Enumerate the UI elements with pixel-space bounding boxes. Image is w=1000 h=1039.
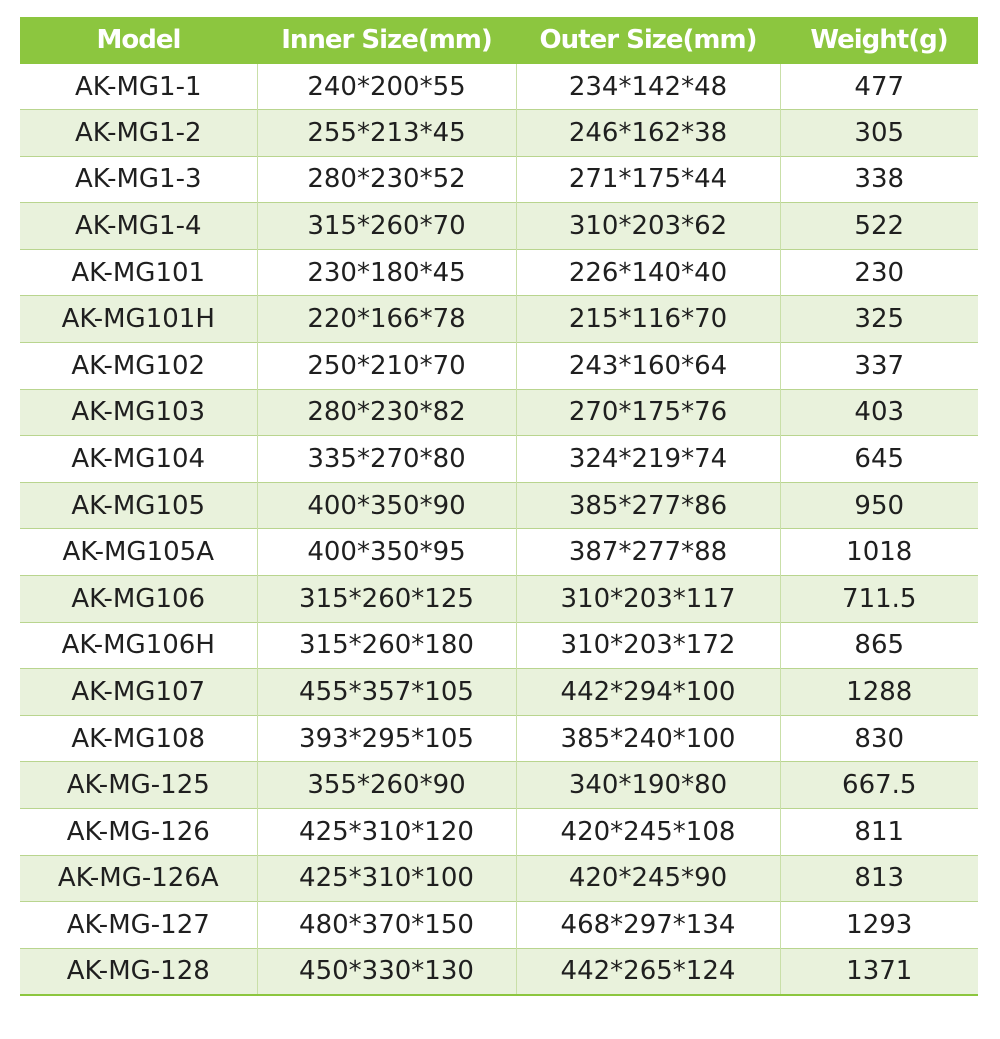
cell-weight: 667.5 <box>780 762 978 809</box>
header-outer-size: Outer Size(mm) <box>539 24 757 55</box>
header-inner-size: Inner Size(mm) <box>281 24 492 55</box>
cell-outer-size: 270*175*76 <box>516 389 780 436</box>
cell-outer-size: 215*116*70 <box>516 296 780 343</box>
cell-weight: 865 <box>780 622 978 669</box>
cell-weight: 522 <box>780 203 978 250</box>
cell-weight: 813 <box>780 855 978 902</box>
cell-outer-size: 385*240*100 <box>516 715 780 762</box>
table-row <box>20 622 978 669</box>
cell-outer-size: 246*162*38 <box>516 110 780 157</box>
cell-inner-size: 280*230*82 <box>257 389 516 436</box>
cell-model: AK-MG106H <box>20 622 257 669</box>
cell-inner-size: 450*330*130 <box>257 948 516 995</box>
cell-weight: 305 <box>780 110 978 157</box>
table-row <box>20 343 978 390</box>
cell-model: AK-MG102 <box>20 343 257 390</box>
cell-inner-size: 425*310*100 <box>257 855 516 902</box>
table-row <box>20 296 978 343</box>
cell-model: AK-MG-127 <box>20 902 257 949</box>
cell-model: AK-MG105A <box>20 529 257 576</box>
cell-model: AK-MG-126 <box>20 809 257 856</box>
cell-weight: 1293 <box>780 902 978 949</box>
cell-inner-size: 220*166*78 <box>257 296 516 343</box>
cell-outer-size: 468*297*134 <box>516 902 780 949</box>
table-row <box>20 63 978 110</box>
cell-weight: 477 <box>780 63 978 110</box>
header-weight: Weight(g) <box>810 24 948 55</box>
cell-outer-size: 385*277*86 <box>516 482 780 529</box>
table-row <box>20 715 978 762</box>
cell-weight: 337 <box>780 343 978 390</box>
cell-model: AK-MG1-1 <box>20 63 257 110</box>
table-row <box>20 762 978 809</box>
table-row <box>20 855 978 902</box>
cell-inner-size: 425*310*120 <box>257 809 516 856</box>
cell-model: AK-MG1-4 <box>20 203 257 250</box>
cell-weight: 811 <box>780 809 978 856</box>
cell-weight: 830 <box>780 715 978 762</box>
cell-model: AK-MG108 <box>20 715 257 762</box>
header-row <box>20 17 978 63</box>
table-row <box>20 809 978 856</box>
cell-weight: 403 <box>780 389 978 436</box>
cell-model: AK-MG107 <box>20 669 257 716</box>
cell-model: AK-MG1-2 <box>20 110 257 157</box>
cell-outer-size: 271*175*44 <box>516 156 780 203</box>
cell-inner-size: 400*350*95 <box>257 529 516 576</box>
cell-inner-size: 455*357*105 <box>257 669 516 716</box>
cell-model: AK-MG105 <box>20 482 257 529</box>
cell-weight: 1018 <box>780 529 978 576</box>
cell-outer-size: 243*160*64 <box>516 343 780 390</box>
table-row <box>20 948 978 995</box>
table-row <box>20 902 978 949</box>
spec-table <box>20 17 978 996</box>
cell-inner-size: 355*260*90 <box>257 762 516 809</box>
cell-weight: 1288 <box>780 669 978 716</box>
cell-inner-size: 393*295*105 <box>257 715 516 762</box>
cell-weight: 645 <box>780 436 978 483</box>
header-model: Model <box>96 24 181 55</box>
cell-outer-size: 442*294*100 <box>516 669 780 716</box>
cell-inner-size: 400*350*90 <box>257 482 516 529</box>
cell-model: AK-MG101H <box>20 296 257 343</box>
cell-weight: 1371 <box>780 948 978 995</box>
cell-model: AK-MG-125 <box>20 762 257 809</box>
table-header <box>20 17 978 63</box>
table-row <box>20 482 978 529</box>
cell-inner-size: 315*260*70 <box>257 203 516 250</box>
table-row <box>20 529 978 576</box>
table-row <box>20 110 978 157</box>
cell-model: AK-MG1-3 <box>20 156 257 203</box>
cell-inner-size: 255*213*45 <box>257 110 516 157</box>
cell-outer-size: 420*245*108 <box>516 809 780 856</box>
cell-outer-size: 340*190*80 <box>516 762 780 809</box>
table-row <box>20 156 978 203</box>
cell-model: AK-MG101 <box>20 249 257 296</box>
table-row <box>20 249 978 296</box>
cell-inner-size: 230*180*45 <box>257 249 516 296</box>
table-row <box>20 576 978 623</box>
table-row <box>20 436 978 483</box>
cell-inner-size: 280*230*52 <box>257 156 516 203</box>
cell-weight: 325 <box>780 296 978 343</box>
cell-model: AK-MG-128 <box>20 948 257 995</box>
cell-inner-size: 315*260*125 <box>257 576 516 623</box>
cell-outer-size: 310*203*62 <box>516 203 780 250</box>
table-row <box>20 669 978 716</box>
table-body <box>20 63 978 995</box>
cell-outer-size: 310*203*117 <box>516 576 780 623</box>
cell-model: AK-MG-126A <box>20 855 257 902</box>
cell-weight: 338 <box>780 156 978 203</box>
cell-outer-size: 310*203*172 <box>516 622 780 669</box>
cell-inner-size: 315*260*180 <box>257 622 516 669</box>
cell-outer-size: 420*245*90 <box>516 855 780 902</box>
cell-inner-size: 335*270*80 <box>257 436 516 483</box>
cell-weight: 950 <box>780 482 978 529</box>
table-row <box>20 203 978 250</box>
cell-inner-size: 250*210*70 <box>257 343 516 390</box>
spec-table-container <box>20 17 978 996</box>
cell-outer-size: 324*219*74 <box>516 436 780 483</box>
cell-model: AK-MG103 <box>20 389 257 436</box>
cell-weight: 711.5 <box>780 576 978 623</box>
cell-model: AK-MG104 <box>20 436 257 483</box>
cell-model: AK-MG106 <box>20 576 257 623</box>
cell-outer-size: 234*142*48 <box>516 63 780 110</box>
cell-weight: 230 <box>780 249 978 296</box>
cell-outer-size: 442*265*124 <box>516 948 780 995</box>
cell-outer-size: 387*277*88 <box>516 529 780 576</box>
table-row <box>20 389 978 436</box>
cell-outer-size: 226*140*40 <box>516 249 780 296</box>
cell-inner-size: 480*370*150 <box>257 902 516 949</box>
cell-inner-size: 240*200*55 <box>257 63 516 110</box>
